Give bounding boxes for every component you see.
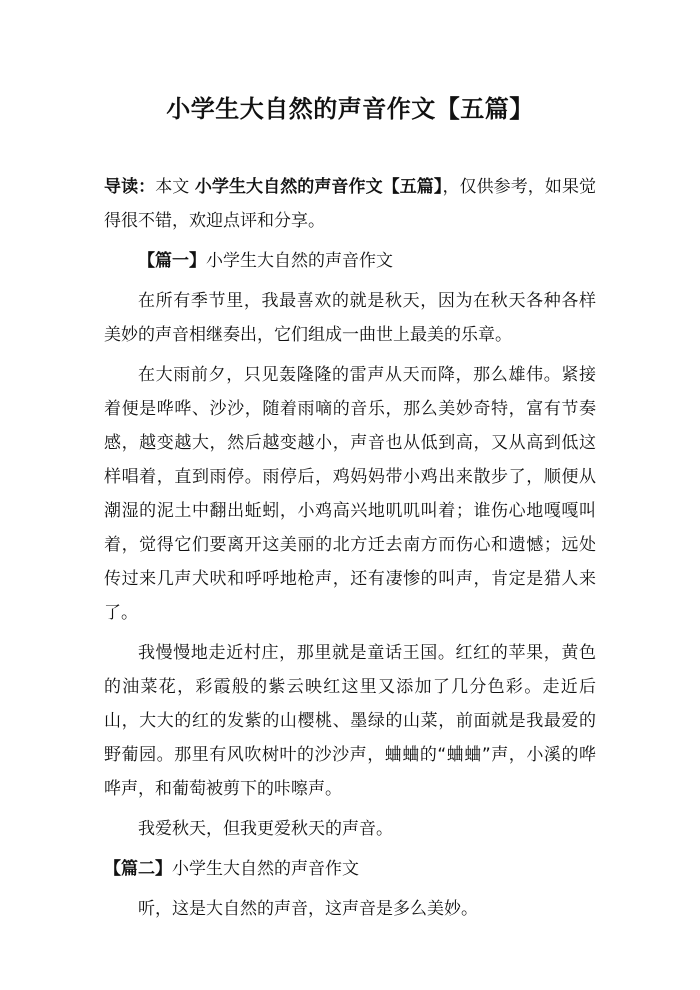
section2-bracket: 【篇二】: [104, 859, 172, 879]
section1-paragraph: 我爱秋天，但我更爱秋天的声音。: [138, 819, 393, 839]
intro-text-after: ，仅供参考，如果觉得很不错，欢迎点评和分享。: [104, 177, 597, 231]
section1-paragraph: 在大雨前夕，只见轰隆隆的雷声从天而降，那么雄伟。紧接着便是哗哗、沙沙，随着雨嘀的音乐，那么美妙奇特，富有节奏感，越变越大，然后越变越小，声音也从低到高，又从高到低这样唱着，直到雨停。雨停后，鸡妈妈带小鸡出来散步了，顺便从潮湿的泥土中翻出蚯蚓，小鸡高兴地叽叽叫着；谁伤心地嘎嘎叫着，觉得它们要离开这美丽的北方迁去南方而伤心和遗憾；远处传过来几声犬吠和呼呼地枪声，还有凄惨的叫声，肯定是猎人来了。: [104, 365, 596, 623]
section2-paragraph: 听，这是大自然的声音，这声音是多么美妙。: [138, 899, 478, 919]
intro-text-before: 本文: [155, 177, 195, 197]
section2-heading: [104, 852, 596, 886]
section1-paragraph: 我慢慢地走近村庄，那里就是童话王国。红红的苹果，黄色的油菜花，彩霞般的紫云映红这里又添加了几分色彩。走近后山，大大的红的发紫的山樱桃、墨绿的山菜，前面就是我最爱的野葡园。那里有风吹树叶的沙沙声，蛐蛐的“蛐蛐”声，小溪的哗哗声，和葡萄被剪下的咔嚓声。: [104, 643, 596, 799]
section2-heading-text: 小学生大自然的声音作文: [172, 859, 359, 879]
section1-heading-text: 小学生大自然的声音作文: [206, 251, 393, 271]
section1-bracket: 【篇一】: [138, 251, 206, 271]
section1-heading: [104, 244, 596, 278]
section1-paragraph: 在所有季节里，我最喜欢的就是秋天，因为在秋天各种各样美妙的声音相继奏出，它们组成一曲世上最美的乐章。: [104, 291, 596, 345]
intro-paragraph: [104, 170, 596, 238]
intro-bold-title: 小学生大自然的声音作文【五篇】: [194, 177, 443, 197]
document-title: 小学生大自然的声音作文【五篇】: [166, 95, 534, 123]
intro-label: 导读：: [104, 177, 156, 197]
